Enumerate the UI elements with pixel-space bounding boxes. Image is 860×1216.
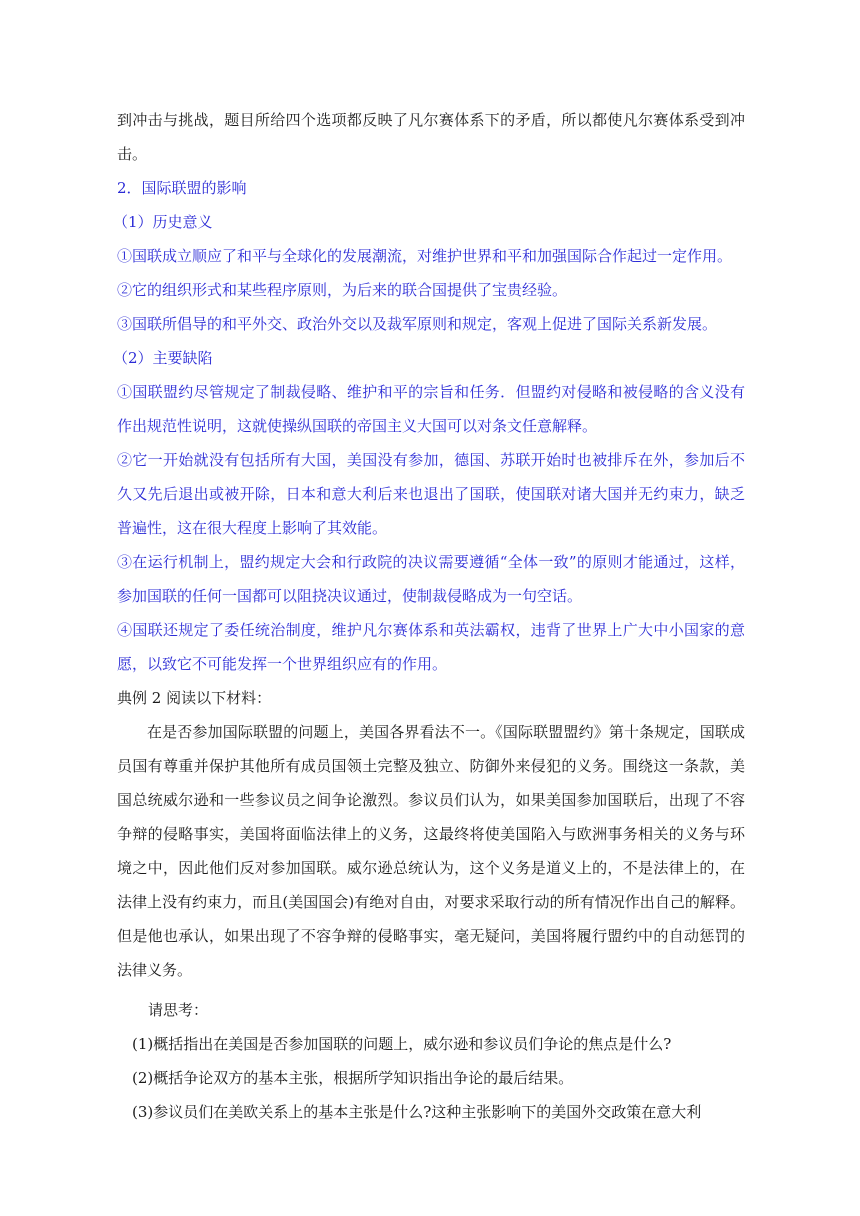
subsection-heading-defects: （2）主要缺陷 [113, 349, 213, 367]
example-heading: 典例 2 阅读以下材料： [117, 689, 272, 707]
defect-item: ②它一开始就没有包括所有大国，美国没有参加，德国、苏联开始时也被排斥在外，参加后不久又先后退出或被开除，日本和意大利后来也退出了国联，使国联对诸大国并无约束力，缺乏普遍性，这在很大程度上影响了其效能。 [117, 451, 745, 537]
question-item: (3)参议员们在美欧关系上的基本主张是什么?这种主张影响下的美国外交政策在意大利 [132, 1103, 702, 1121]
significance-item: ②它的组织形式和某些程序原则，为后来的联合国提供了宝贵经验。 [117, 281, 568, 299]
top-paragraph: 到冲击与挑战，题目所给四个选项都反映了凡尔赛体系下的矛盾，所以都使凡尔赛体系受到冲击。 [117, 111, 745, 163]
defect-item: ①国联盟约尽管规定了制裁侵略、维护和平的宗旨和任务．但盟约对侵略和被侵略的含义没有作出规范性说明，这就使操纵国联的帝国主义大国可以对条文任意解释。 [117, 383, 745, 435]
subsection-heading-significance: （1）历史意义 [113, 213, 213, 231]
significance-item: ③国联所倡导的和平外交、政治外交以及裁军原则和规定，客观上促进了国际关系新发展。 [117, 315, 718, 333]
question-item: (2)概括争论双方的基本主张，根据所学知识指出争论的最后结果。 [132, 1069, 574, 1087]
question-item: (1)概括指出在美国是否参加国联的问题上，威尔逊和参议员们争论的焦点是什么? [132, 1035, 672, 1053]
document-page [113, 103, 745, 1129]
defect-item: ③在运行机制上，盟约规定大会和行政院的决议需要遵循“全体一致”的原则才能通过，这样，参加国联的任何一国都可以阻挠决议通过，使制裁侵略成为一句空话。 [117, 553, 745, 605]
defect-item: ④国联还规定了委任统治制度，维护凡尔赛体系和英法霸权，违背了世界上广大中小国家的意愿，以致它不可能发挥一个世界组织应有的作用。 [117, 621, 745, 673]
section-heading: 2．国际联盟的影响 [117, 179, 247, 197]
example-material: 在是否参加国际联盟的问题上，美国各界看法不一。《国际联盟盟约》第十条规定，国联成员国有尊重并保护其他所有成员国领土完整及独立、防御外来侵犯的义务。围绕这一条款，美国总统威尔逊和一些参议员之间争论激烈。参议员们认为，如果美国参加国联后，出现了不容争辩的侵略事实，美国将面临法律上的义务，这最终将使美国陷入与欧洲事务相关的义务与环境之中，因此他们反对参加国联。威尔逊总统认为，这个义务是道义上的，不是法律上的，在法律上没有约束力，而且(美国国会)有绝对自由，对要求采取行动的所有情况作出自己的解释。但是他也承认，如果出现了不容争辩的侵略事实，毫无疑问，美国将履行盟约中的自动惩罚的法律义务。 [117, 723, 745, 979]
think-label: 请思考： [148, 1001, 209, 1019]
significance-item: ①国联成立顺应了和平与全球化的发展潮流，对维护世界和平和加强国际合作起过一定作用。 [117, 247, 733, 265]
